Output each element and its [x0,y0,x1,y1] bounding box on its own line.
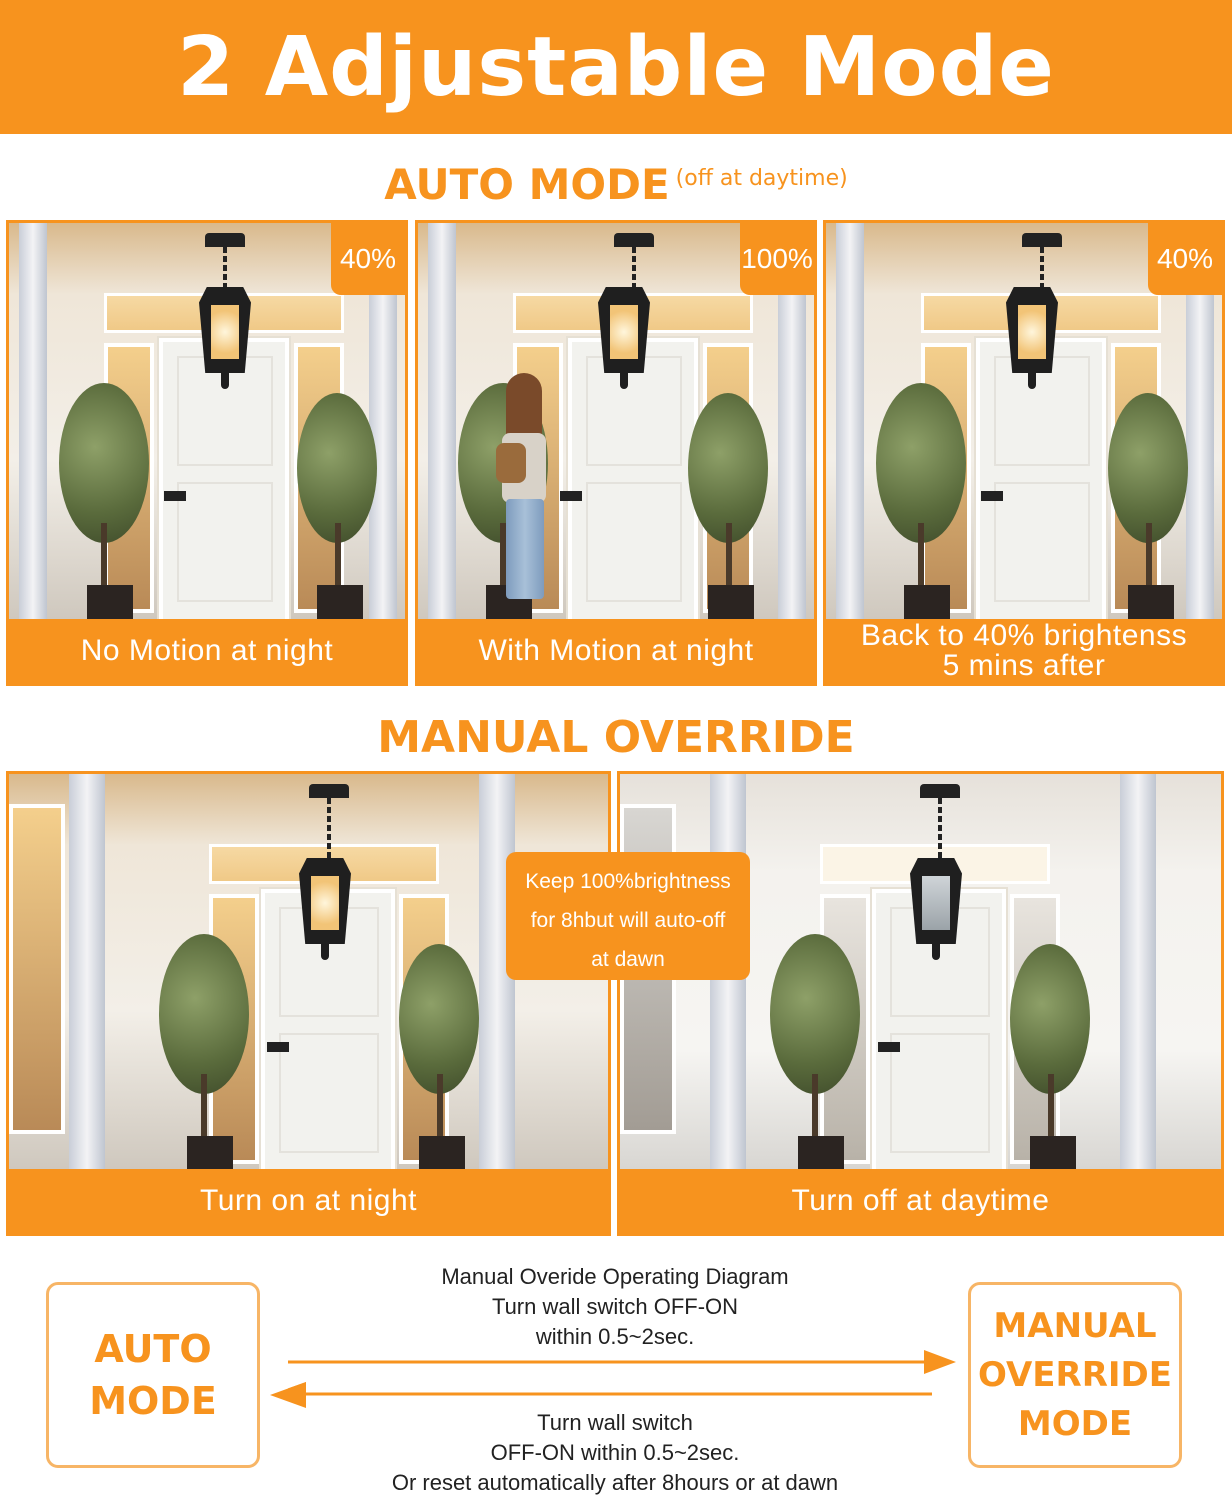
panel-caption: Turn off at daytime [620,1169,1221,1233]
note-line: for 8hbut will auto-off [530,909,726,932]
diagram-top-text [300,1262,930,1352]
manual-box-line: MODE [1017,1403,1133,1444]
manual-override-title: MANUAL OVERRIDE [377,712,855,763]
manual-panel-daytime [617,771,1224,1236]
auto-box-line: MODE [89,1379,217,1423]
brightness-badge: 100% [740,223,814,295]
diagram-text-line: OFF-ON within 0.5~2sec. [490,1440,740,1465]
diagram-text-line: Or reset automatically after 8hours or at dawn [391,1470,839,1495]
caption-line: Back to 40% brightenss [860,619,1188,652]
manual-override-mode-box [968,1282,1182,1468]
right-arrow-icon [288,1350,956,1374]
diagram-bottom-text [300,1408,930,1498]
panel-caption: No Motion at night [9,619,405,683]
diagram-text-line: Turn wall switch OFF-ON [491,1294,739,1319]
diagram-title: Manual Overide Operating Diagram [441,1264,789,1289]
diagram-text-line: Turn wall switch [537,1410,693,1435]
page-title: 2 Adjustable Mode [177,19,1055,115]
panel-caption: Turn on at night [9,1169,608,1233]
manual-box-line: OVERRIDE [978,1354,1172,1395]
manual-panel-night [6,771,611,1236]
caption-line: 5 mins after [942,649,1106,682]
auto-mode-heading: AUTO MODE [384,160,670,209]
auto-panel-no-motion [6,220,408,686]
manual-box-line: MANUAL [993,1305,1157,1346]
panel-caption [826,619,1222,683]
diagram-text-line: within 0.5~2sec. [535,1324,695,1349]
left-arrow-head-icon [270,1382,306,1408]
brightness-badge: 40% [1148,223,1222,295]
auto-panel-back-to-40 [823,220,1225,686]
override-note-callout [506,852,750,980]
note-line: Keep 100%brightness [525,870,731,893]
header-banner [0,0,1232,134]
panel-caption: With Motion at night [418,619,814,683]
diagram-arrows [288,1346,960,1410]
person-figure [496,373,556,613]
brightness-badge: 40% [331,223,405,295]
auto-mode-title [0,160,1232,209]
note-line: at dawn [591,948,665,971]
auto-mode-box [46,1282,260,1468]
auto-box-line: AUTO [94,1327,212,1371]
auto-mode-subtitle: (off at daytime) [675,166,848,191]
left-arrow-icon [288,1382,932,1406]
auto-panel-with-motion [415,220,817,686]
